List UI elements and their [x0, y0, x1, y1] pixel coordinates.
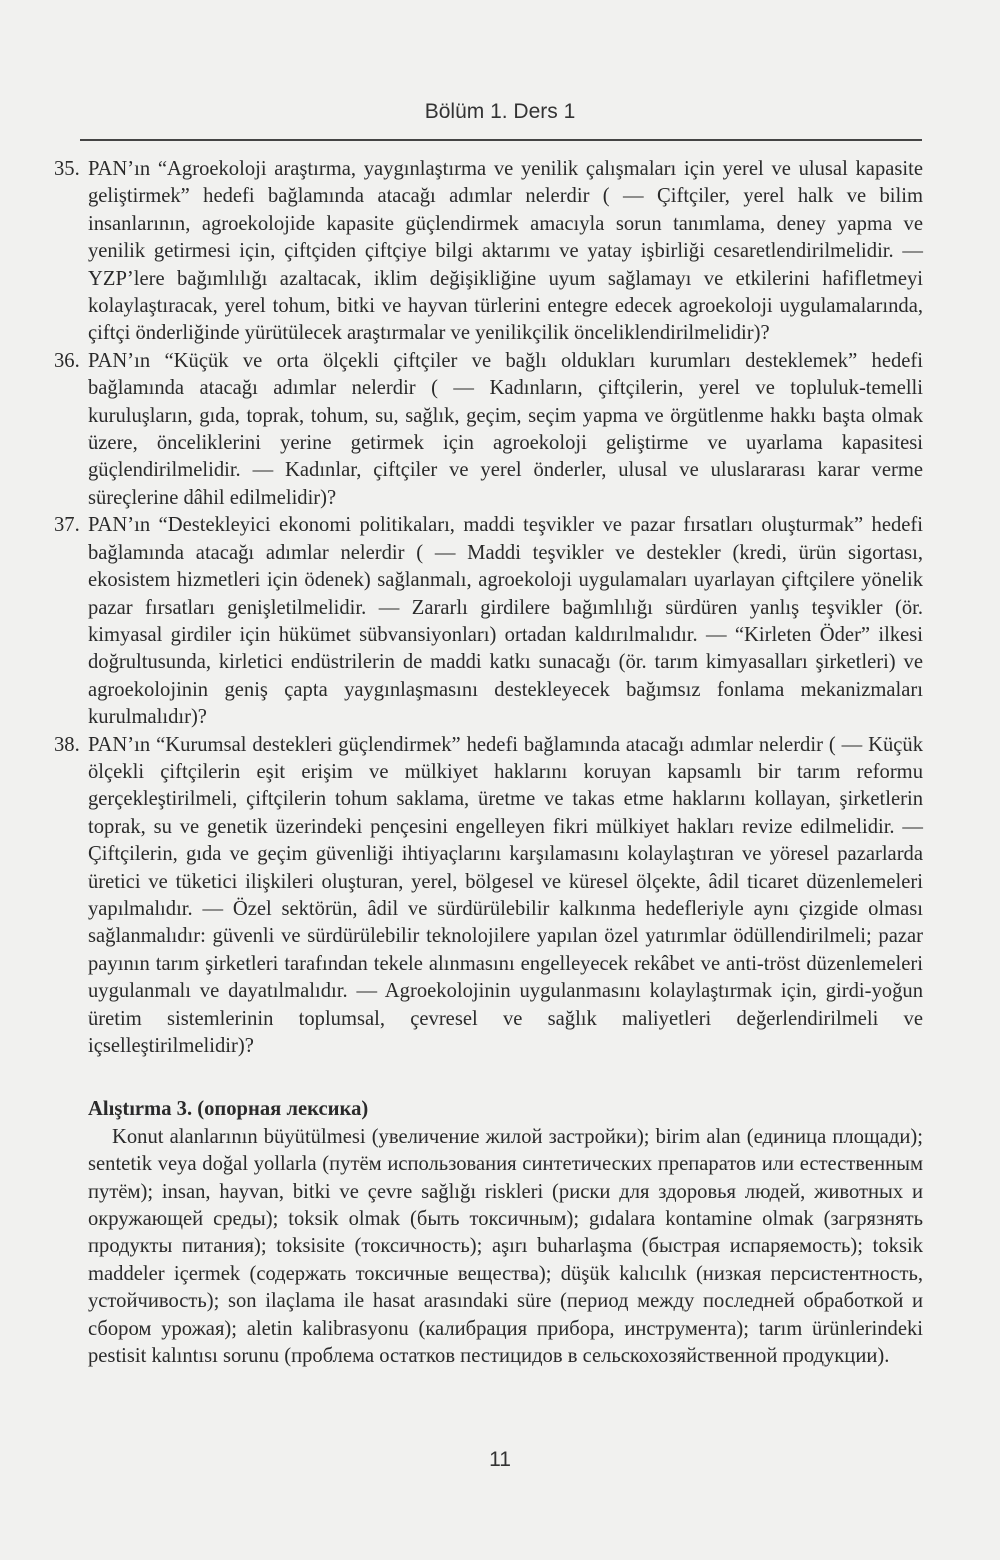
page-header: Bölüm 1. Ders 1 [424, 100, 576, 123]
exercise-text-body: Konut alanlarının büyütülmesi (увеличение жилой застройки); birim alan (единица площади); sentetik veya doğal yollarla (путём использования синтетических препаратов или естественным путём); insan, hayvan, bitki ve çevre sağlığı riskleri (риски для здоровья людей, животных и окружающей среды); toksik olmak (быть токсичным); gıdalara kontamine olmak (загрязнять продукты питания); toksisite (токсичность); aşırı buharlaşma (быстрая испаряемость); toksik maddeler içermek (содержать токсичные вещества); düşük kalıcılık (низкая персистентность, устойчивость); son ilaçlama ile hasat arasındaki süre (период между последней обработкой и сбором урожая); aletin kalibrasyonu (калибрация прибора, инструмента); tarım ürünlerindeki pestisit kalıntısı sorunu (проблема остатков пестицидов в сельскохозяйственной продукции). [88, 1125, 923, 1368]
list-item [54, 156, 923, 348]
exercise-text [88, 1124, 923, 1371]
item-text: PAN’ın “Küçük ve orta ölçekli çiftçiler ve bağlı oldukları kurumları desteklemek” hedefi bağlamında atacağı adımlar nelerdir ( — Kadınların, çiftçilerin, yerel ve topluluk-temelli kuruluşların, gıda, toprak, tohum, su, sağlık, geçim, seçim yapma ve örgütlenme hakkı başta olmak üzere, önceliklerini yerine getirmek için agroekoloji geliştirme ve uyarlama kapasitesi güçlendirilmelidir. — Kadınlar, çiftçiler ve yerel önderler, ulusal ve uluslararası karar verme süreçlerine dâhil edilmelidir)? [88, 349, 923, 509]
item-text: PAN’ın “Kurumsal destekleri güçlendirmek” hedefi bağlamında atacağı adımlar nelerdir ( — Küçük ölçekli çiftçilerin eşit erişim ve mülkiyet haklarını koruyan kapsamlı bir tarım reformu gerçekleştirilmeli, çiftçilerin tohum saklama, üretme ve takas etme haklarını kollayan, şirketlerin toprak, su ve genetik üzerindeki pençesini engelleyen fikri mülkiyet hakları revize edilmelidir. — Çiftçilerin, gıda ve geçim güvenliği ihtiyaçlarını karşılamasını kolaylaştıran ve yöresel pazarlarda üretici ve tüketici ilişkileri oluşturan, yerel, bölgesel ve küresel ölçekte, âdil ticaret düzenlemeleri yapılmalıdır. — Özel sektörün, âdil ve sürdürülebilir kalkınma hedefleriyle aynı çizgide olması sağlanmalıdır: güvenli ve sürdürülebilir teknolojilere yapılan özel yatırımlar ödüllendirilmeli; pazar payının tarım şirketleri tarafından tekele alınmasını engelleyecek rekâbet ve anti-tröst düzenlemeleri uygulanmalı ve dayatılmalıdır. — Agroekolojinin uygulanmasını kolaylaştırmak için, girdi-yoğun üretim sistemlerinin toplumsal, çevresel ve sağlık maliyetleri değerlendirilmeli ve içselleştirilmelidir)? [88, 733, 923, 1057]
page-number: 11 [489, 1448, 511, 1471]
item-number: 35. [54, 158, 80, 180]
exercise-title: Alıştırma 3. (опорная лексика) [88, 1098, 369, 1121]
page-content [54, 156, 923, 1370]
item-number: 37. [54, 514, 80, 537]
item-text: PAN’ın “Agroekoloji araştırma, yaygınlaştırma ve yenilik çalışmaları için yerel ve ulusal kapasite geliştirmek” hedefi bağlamında atacağı adımlar nelerdir ( — Çiftçiler, yerel halk ve bilim insanlarının, agroekolojide kapasite güçlendirmek amacıyla sorun tanımlama, deney yapma ve yenilik getirmesi için, çiftçiden çiftçiye bilgi aktarımı ve yatay işbirliği cesaretlendirilmelidir. — YZP’lere bağımlılığı azaltacak, iklim değişikliğine uyum sağlamayı ve etkilerini hafifletmeyi kolaylaştıracak, yerel tohum, bitki ve hayvan türlerini entegre edecek agroekoloji uygulamalarında, çiftçi önderliğinde yürütülecek araştırmalar ve yenilikçilik önceliklendirilmelidir)? [88, 158, 923, 345]
item-text: PAN’ın “Destekleyici ekonomi politikaları, maddi teşvikler ve pazar fırsatları oluşturmak” hedefi bağlamında atacağı adımlar nelerdir ( — Maddi teşvikler ve destekler (kredi, ürün sigortası, ekosistem hizmetleri için ödenek) sağlanmalı, agroekoloji uygulamaları uyarlayan çiftçilere yönelik pazar fırsatları genişletilmelidir. — Zararlı girdilere bağımlılığı sürdüren yanlış teşvikler (ör. kimyasal girdiler için hükümet sübvansiyonları) ortadan kaldırılmalıdır. — “Kirleten Öder” ilkesi doğrultusunda, kirletici endüstrilerin de maddi katkı sunacağı (ör. tarım kimyasalları şirketleri) ve agroekolojinin geniş çapta yaygınlaşmasını destekleyecek bağımsız fonlama mekanizmaları kurulmalıdır)? [88, 514, 923, 729]
exercise-section [88, 1096, 923, 1370]
header-rule [80, 139, 922, 141]
item-number: 36. [54, 349, 80, 372]
list-item [54, 348, 923, 512]
item-number: 38. [54, 733, 80, 756]
list-item [54, 512, 923, 731]
list-item [54, 732, 923, 1061]
